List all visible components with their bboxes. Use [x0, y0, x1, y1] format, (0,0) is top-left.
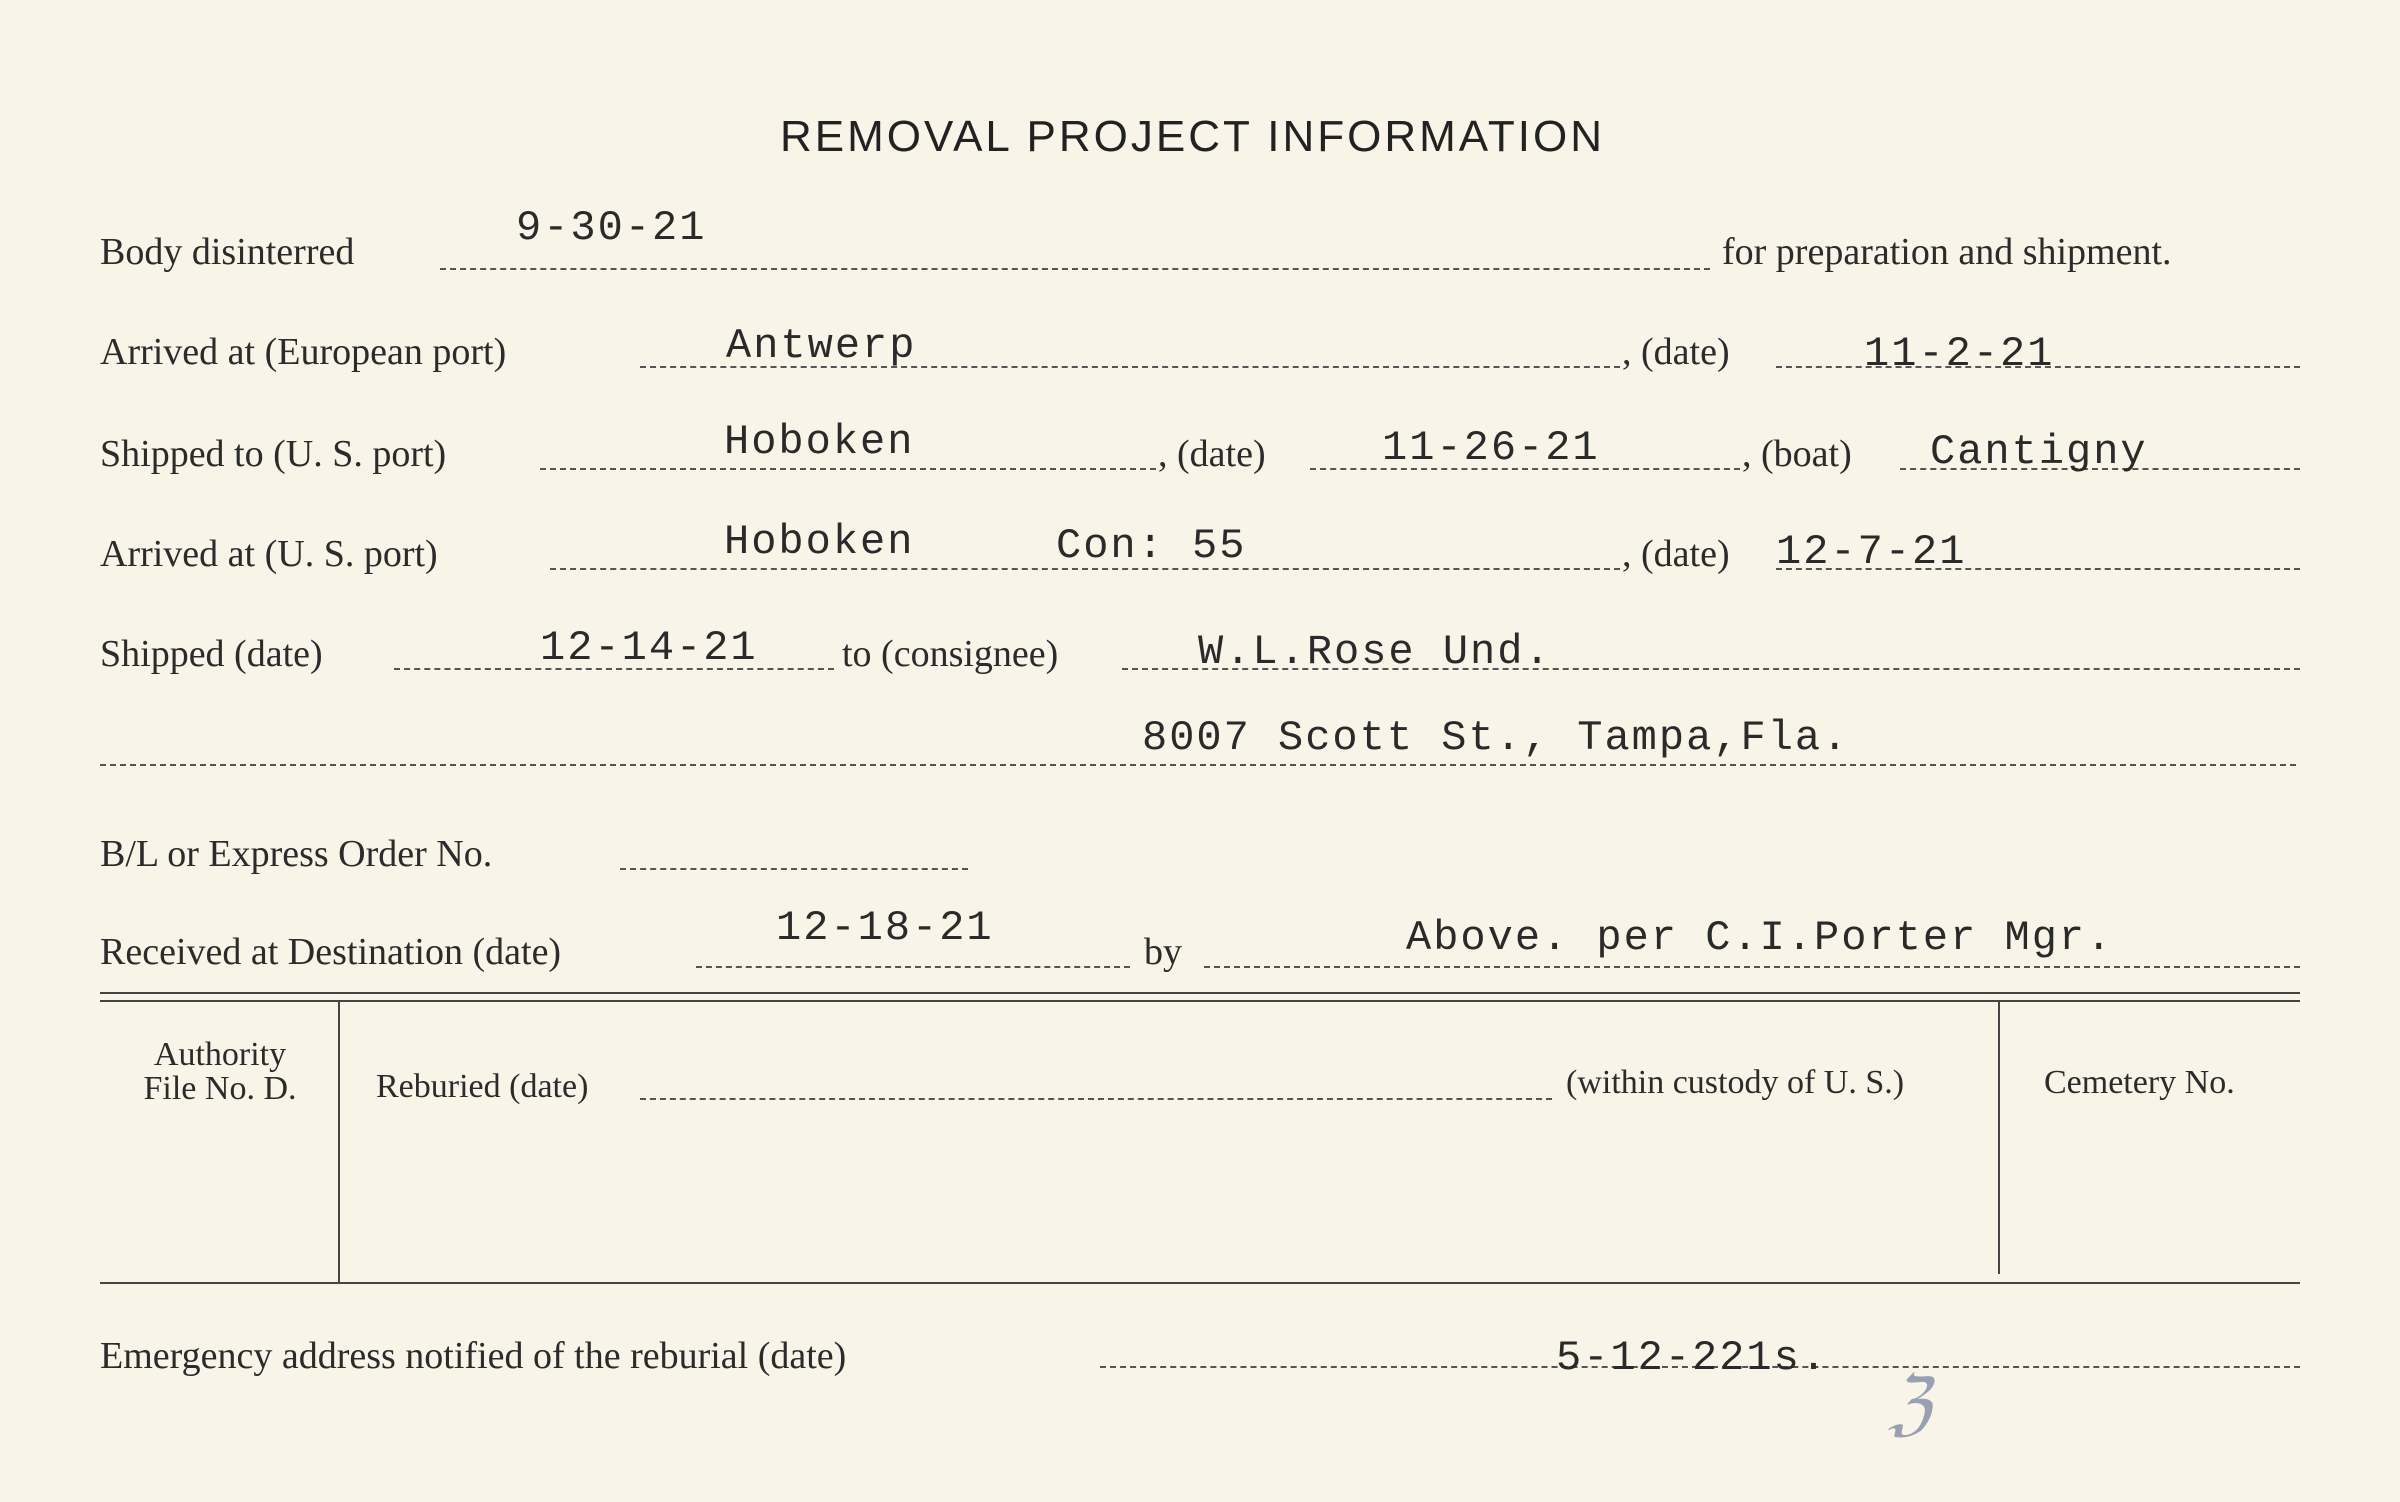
- shipped-us-port-value: Hoboken: [724, 418, 915, 466]
- table-divider-left: [338, 1002, 340, 1282]
- shipped-us-boat-value: Cantigny: [1930, 428, 2148, 476]
- custody-label: (within custody of U. S.): [1566, 1064, 1905, 1101]
- table-bottom-rule: [100, 1282, 2300, 1284]
- consignee-label: to (consignee): [842, 633, 1059, 675]
- reburied-label: Reburied (date): [376, 1068, 589, 1105]
- received-by-label: by: [1144, 931, 1182, 973]
- bl-line: [620, 868, 968, 870]
- bl-label: B/L or Express Order No.: [100, 833, 493, 875]
- received-date-line: [696, 966, 1130, 968]
- disinterred-value: 9-30-21: [516, 204, 707, 252]
- table-divider-right: [1998, 1002, 2000, 1274]
- shipped-us-boat-label: , (boat): [1742, 433, 1852, 475]
- arrived-us-label: Arrived at (U. S. port): [100, 533, 438, 575]
- disinterred-label: Body disinterred: [100, 231, 355, 273]
- received-by-line: [1204, 966, 2300, 968]
- authority-label-line2: File No. D.: [143, 1070, 297, 1107]
- arrived-us-date-value: 12-7-21: [1776, 528, 1967, 576]
- authority-label-line1: Authority: [153, 1036, 287, 1073]
- arrived-eu-label: Arrived at (European port): [100, 331, 507, 373]
- disinterred-suffix: for preparation and shipment.: [1722, 231, 2172, 273]
- arrived-us-con-value: Con: 55: [1056, 522, 1247, 570]
- arrived-us-date-label: , (date): [1622, 533, 1730, 575]
- shipped-us-date-value: 11-26-21: [1382, 424, 1600, 472]
- cemetery-label: Cemetery No.: [2044, 1064, 2235, 1101]
- table-top-rule-2: [100, 1000, 2300, 1002]
- reburied-line: [640, 1098, 1552, 1100]
- arrived-us-port-value: Hoboken: [724, 518, 915, 566]
- shipped-date-label: Shipped (date): [100, 633, 323, 675]
- table-top-rule: [100, 992, 2300, 994]
- consignee-value: W.L.Rose Und.: [1198, 628, 1552, 676]
- consignee-address-value: 8007 Scott St., Tampa,Fla.: [1142, 714, 1850, 762]
- shipped-us-line: [540, 468, 1156, 470]
- page-title: REMOVAL PROJECT INFORMATION: [780, 112, 1605, 161]
- arrived-eu-date-label: , (date): [1622, 331, 1730, 373]
- arrived-eu-port-value: Antwerp: [726, 322, 917, 370]
- emergency-date-value: 5-12-221s.: [1556, 1334, 1829, 1382]
- pencil-mark: ℨ: [1888, 1366, 1932, 1443]
- arrived-eu-date-value: 11-2-21: [1864, 330, 2055, 378]
- disinterred-line: [440, 268, 1710, 270]
- emergency-label: Emergency address notified of the reburial (date): [100, 1335, 847, 1377]
- shipped-date-value: 12-14-21: [540, 624, 758, 672]
- received-by-value: Above. per C.I.Porter Mgr.: [1406, 914, 2114, 962]
- consignee-address-line: [100, 764, 2296, 766]
- shipped-us-label: Shipped to (U. S. port): [100, 433, 447, 475]
- received-date-value: 12-18-21: [776, 904, 994, 952]
- received-label: Received at Destination (date): [100, 931, 562, 973]
- shipped-us-date-label: , (date): [1158, 433, 1266, 475]
